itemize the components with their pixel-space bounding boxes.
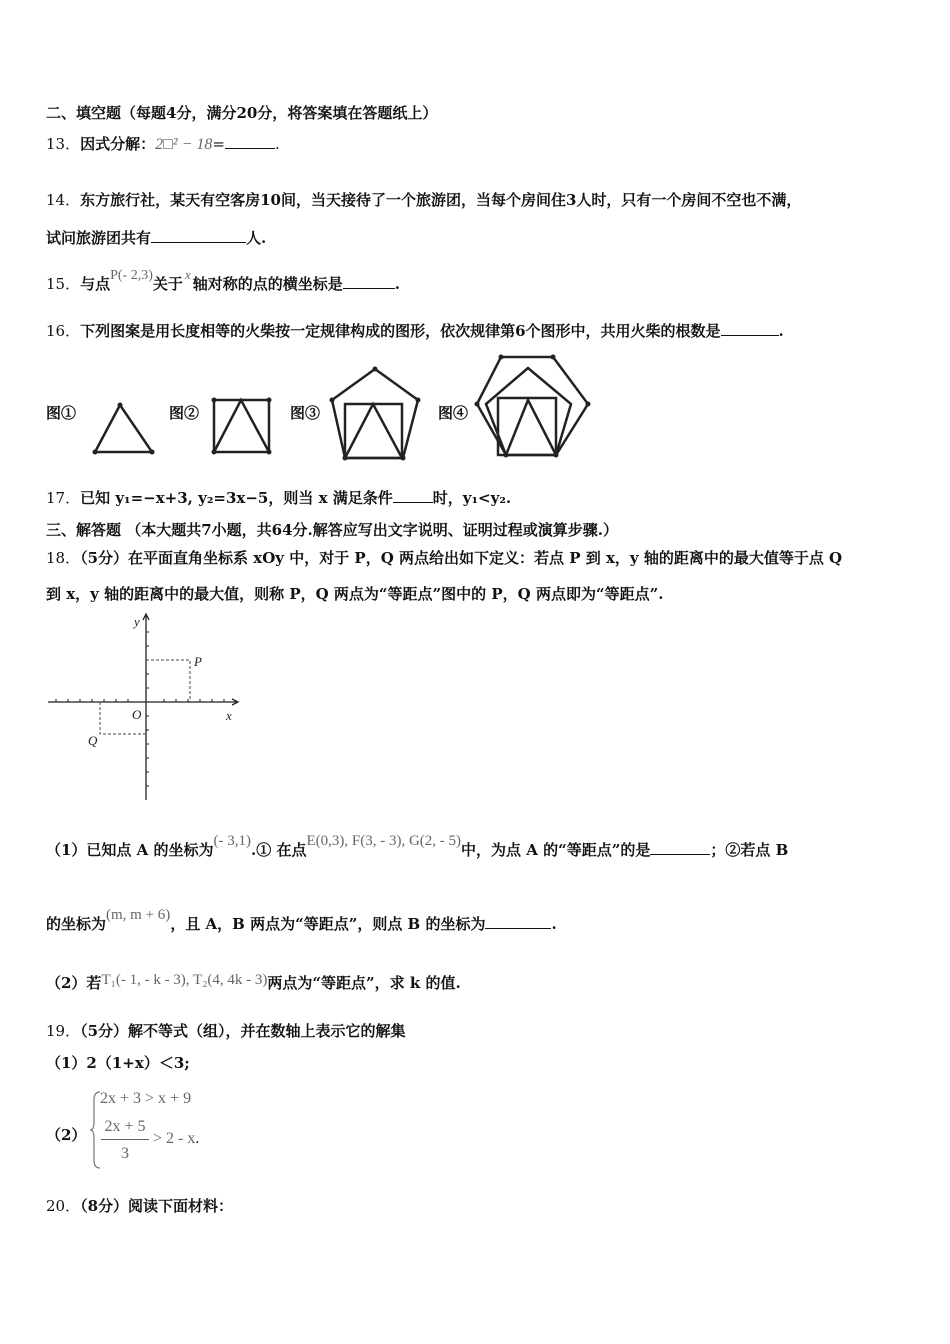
question-18-part1-line1	[46, 833, 789, 861]
question-text: 中，为点 A 的“等距点”的是	[461, 841, 651, 859]
question-16	[46, 321, 784, 341]
points-t1-t2: T₁(- 1, - k - 3), T₂(4, 4k - 3)	[101, 972, 268, 988]
question-text: （5分）解不等式（组），并在数轴上表示它的解集	[80, 1022, 406, 1040]
question-13	[46, 134, 280, 155]
question-18-line1	[46, 548, 842, 568]
question-text: 人.	[246, 229, 267, 247]
point-p-guides	[146, 660, 190, 702]
fraction-denominator: 3	[121, 1145, 129, 1162]
question-number: 18．	[46, 549, 81, 567]
answer-blank[interactable]	[650, 840, 710, 855]
question-number: 15．	[46, 275, 81, 293]
point-q-label: Q	[88, 733, 98, 748]
question-text: （8分）阅读下面材料：	[80, 1197, 234, 1215]
question-text: 时，y₁<y₂.	[432, 489, 512, 507]
question-19-part2-label: （2）	[46, 1126, 87, 1144]
question-18-part1-line2	[46, 907, 557, 935]
point-p-label: P	[194, 654, 202, 669]
section-3-header: 三、解答题 （本大题共7小题，共64分.解答应写出文字说明、证明过程或演算步骤.）	[46, 521, 618, 539]
point-b-coordinates: (m, m + 6)	[106, 907, 171, 923]
fraction-bar	[101, 1139, 149, 1140]
answer-blank[interactable]	[393, 488, 433, 503]
answer-blank[interactable]	[721, 321, 779, 336]
rhs-text: > 2 - x	[153, 1130, 196, 1147]
question-text: （2）若	[46, 974, 102, 992]
question-14-line2	[46, 228, 266, 248]
x-axis-label: x	[226, 708, 232, 723]
question-19-part1: （1）2（1+x）＜3;	[46, 1054, 190, 1072]
period: .	[551, 915, 557, 933]
coordinate-graph	[46, 612, 246, 812]
question-number: 19．	[46, 1022, 81, 1040]
equals-sign: =	[212, 135, 225, 153]
section-2-header: 二、填空题（每题4分，满分20分，将答案填在答题纸上）	[46, 104, 438, 122]
question-17	[46, 488, 511, 508]
axis-x-symbol: x	[184, 267, 191, 282]
figure-4-label: 图④	[438, 404, 469, 422]
question-19	[46, 1021, 406, 1041]
question-number: 13．	[46, 135, 81, 153]
question-20	[46, 1196, 233, 1216]
answer-blank[interactable]	[151, 228, 246, 243]
question-18-line2: 到 x，y 轴的距离中的最大值，则称 P，Q 两点为“等距点”图中的 P，Q 两点即为“等距点”.	[46, 585, 664, 603]
math-expression: 2□² − 18	[155, 136, 213, 153]
figure-3-pentagon	[332, 369, 418, 458]
question-text: 与点	[80, 275, 111, 293]
question-text: 下列图案是用长度相等的火柴按一定规律构成的图形，依次规律第6个图形中，共用火柴的根数是	[80, 322, 721, 340]
question-text: 轴对称的点的横坐标是	[192, 275, 343, 293]
points-efg: E(0,3), F(3, - 3), G(2, - 5)	[306, 833, 462, 849]
figure-4-hexagon	[477, 357, 588, 455]
answer-blank[interactable]	[485, 914, 551, 929]
question-text: 两点为“等距点”，求 k 的值.	[267, 974, 461, 992]
point-p-coordinates: P(- 2,3)	[110, 268, 153, 283]
question-text: 因式分解：	[80, 135, 156, 153]
question-text: （1）已知点 A 的坐标为	[46, 841, 214, 859]
question-number: 16．	[46, 322, 81, 340]
question-number: 14．	[46, 191, 81, 209]
fraction-numerator: 2x + 5	[104, 1118, 146, 1135]
period: .	[195, 1130, 200, 1147]
figure-1-triangle	[95, 405, 152, 452]
inequality-2-rhs	[153, 1129, 199, 1149]
origin-label: O	[132, 707, 142, 722]
question-text: ；②若点 B	[710, 841, 789, 859]
question-text: 关于	[152, 275, 183, 293]
inequality-1: 2x + 3 > x + 9	[100, 1090, 192, 1107]
point-a-coordinates: (- 3,1)	[213, 833, 252, 849]
y-axis-label: y	[134, 614, 140, 629]
question-number: 17．	[46, 489, 81, 507]
question-text: ，且 A，B 两点为“等距点”，则点 B 的坐标为	[170, 915, 486, 933]
period: .	[274, 135, 280, 153]
answer-blank[interactable]	[343, 274, 395, 289]
figure-1-label: 图①	[46, 404, 77, 422]
figure-2-label: 图②	[169, 404, 200, 422]
period: .	[394, 275, 400, 293]
question-number: 20．	[46, 1197, 81, 1215]
figure-3-label: 图③	[290, 404, 321, 422]
answer-blank[interactable]	[225, 134, 275, 149]
period: .	[778, 322, 784, 340]
question-text: 试问旅游团共有	[46, 229, 152, 247]
question-text: .① 在点	[251, 841, 307, 859]
figure-2-square-triangle	[214, 400, 269, 452]
question-text: （5分）在平面直角坐标系 xOy 中，对于 P，Q 两点给出如下定义：若点 P 到 x，y 轴的距离中的最大值等于点 Q	[80, 549, 843, 567]
question-text: 已知 y₁=−x+3, y₂=3x−5，则当 x 满足条件	[80, 489, 393, 507]
question-text: 东方旅行社，某天有空客房10间，当天接待了一个旅游团，当每个房间住3人时，只有一个房间不空也不满，	[80, 191, 802, 209]
question-18-part2	[46, 973, 461, 994]
question-14-line1	[46, 190, 801, 210]
question-15	[46, 267, 400, 296]
question-text: 的坐标为	[46, 915, 107, 933]
